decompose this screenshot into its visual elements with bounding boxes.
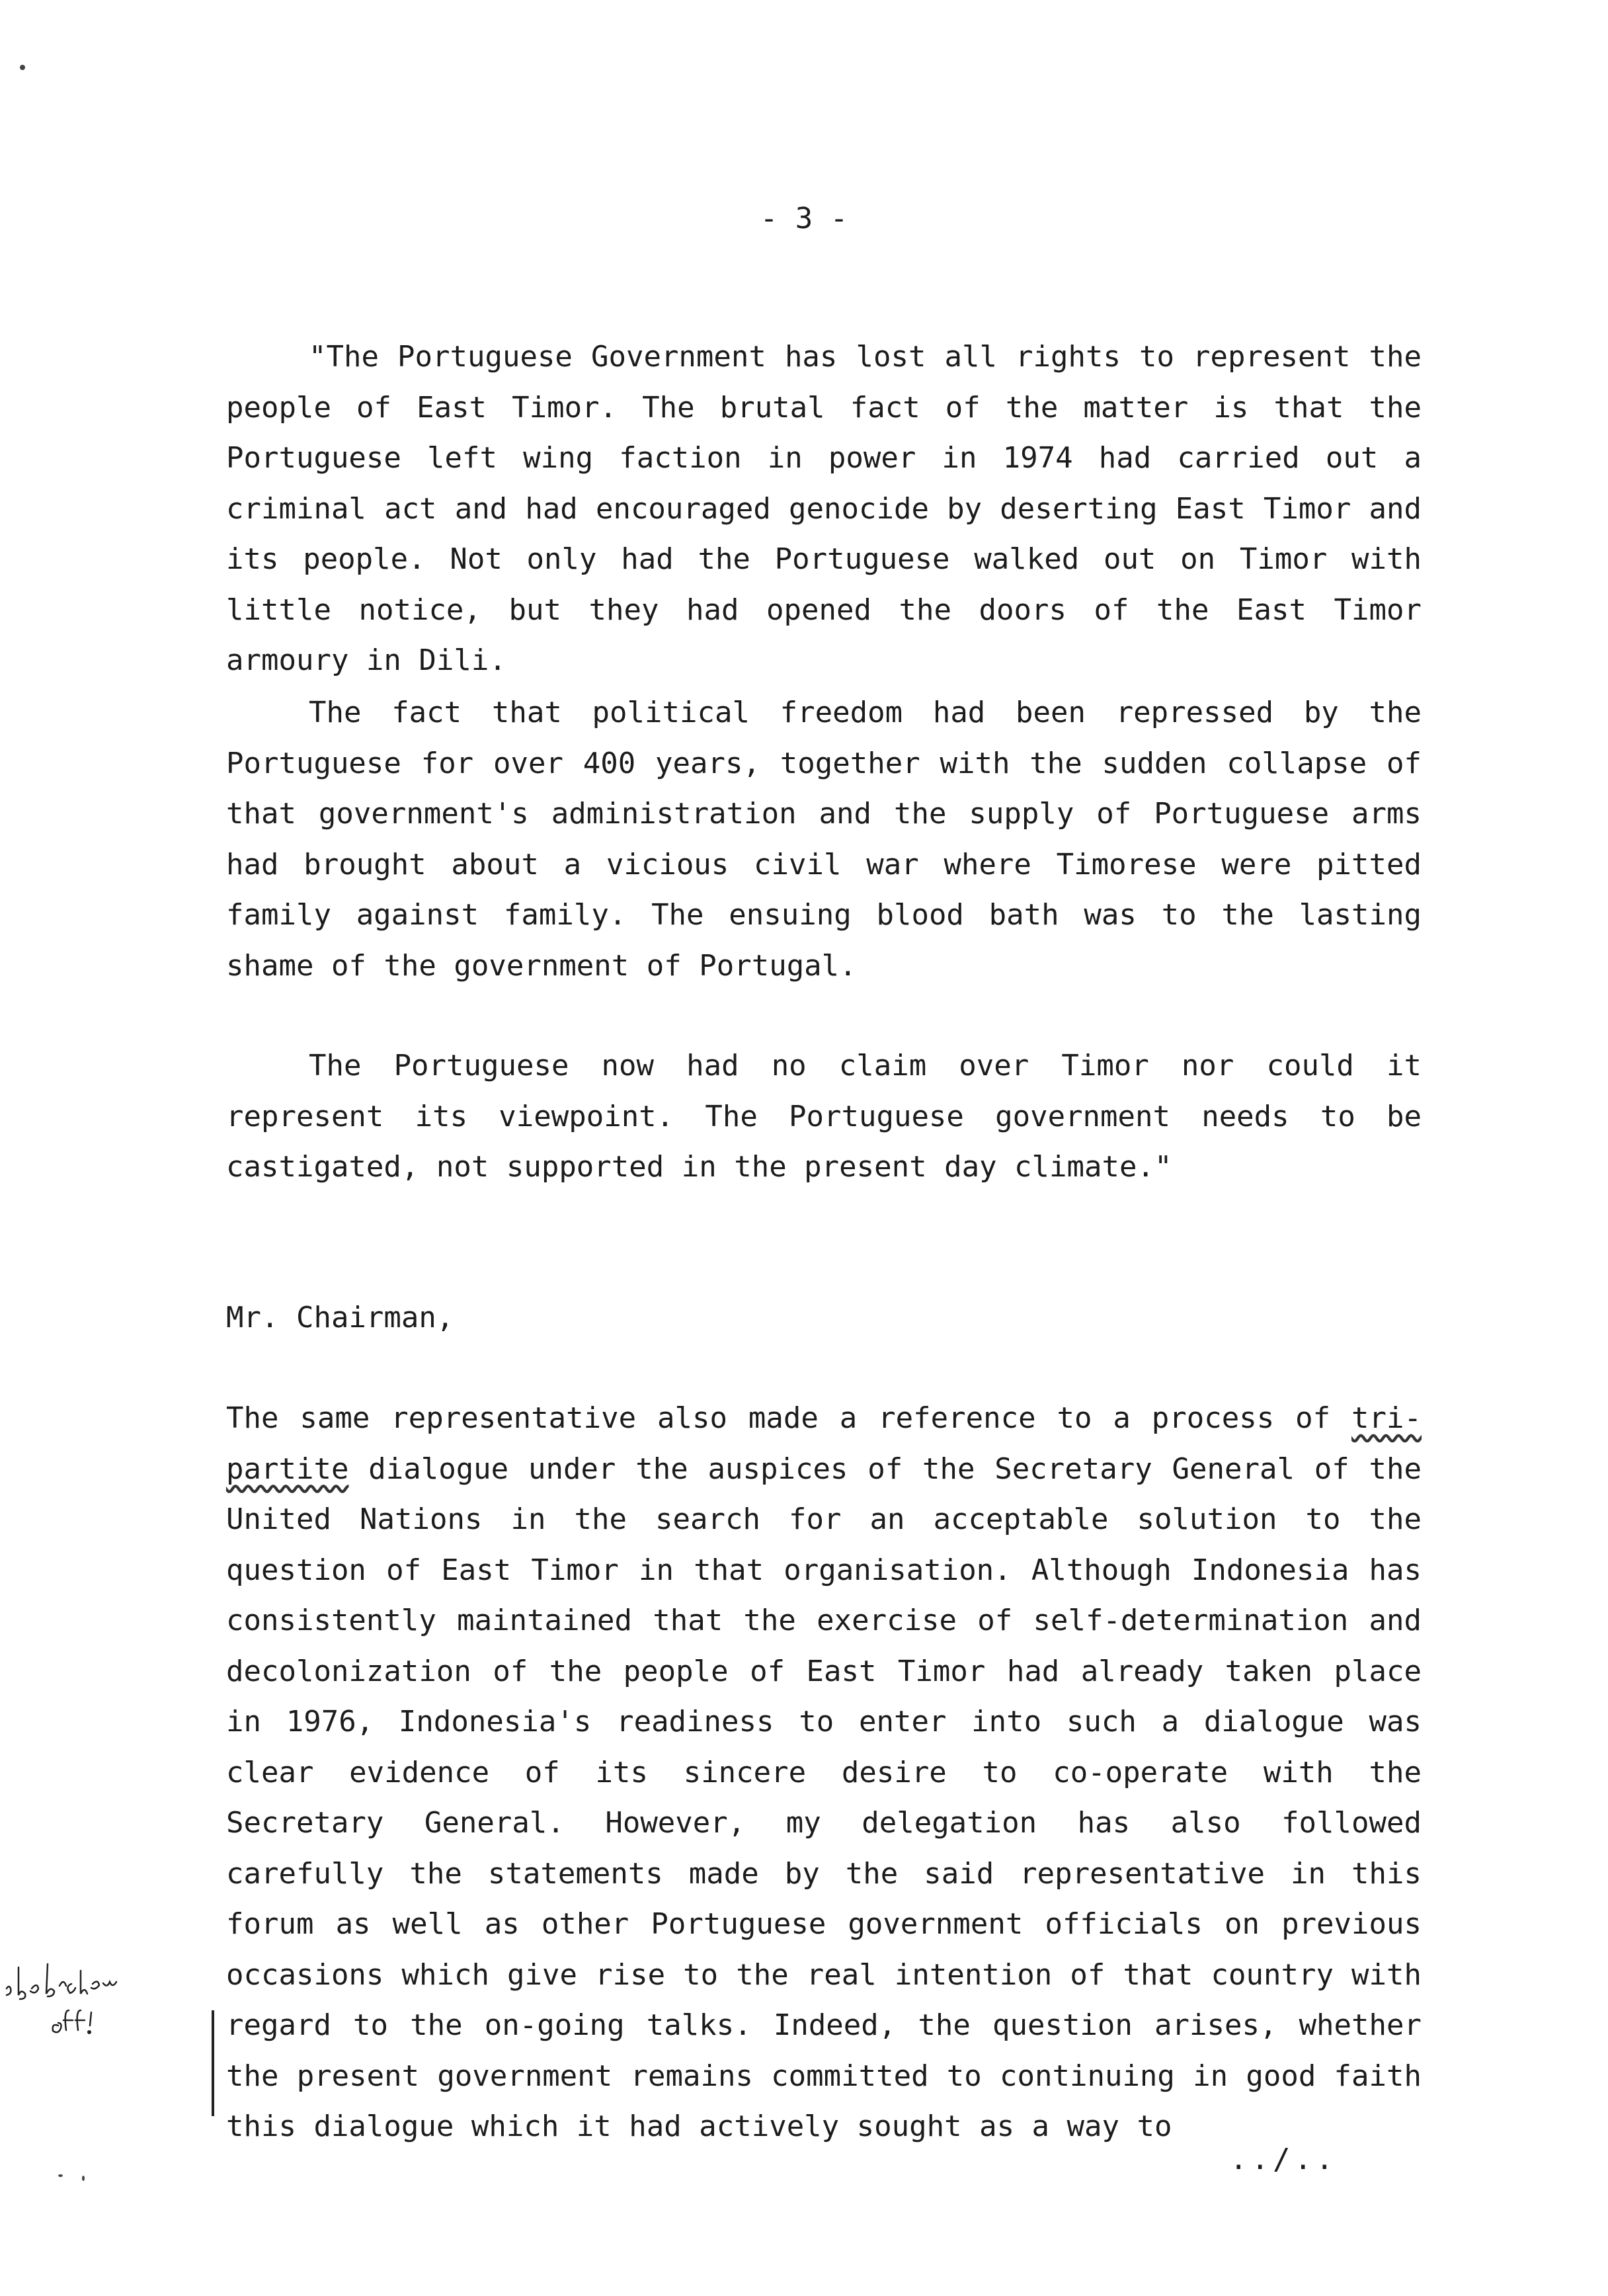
speck-bottom-left-2 (82, 2176, 85, 2181)
margin-bar (212, 2010, 214, 2116)
paragraph-1: "The Portuguese Government has lost all rights to represent the people of East Timor. The brutal fact of the matter is that the Portuguese left wing faction in power in 1974 had carried out a criminal act and had encouraged genocide by deserting East Timor and its people. Not only had the Portuguese walked out on Timor with little notice, but they had opened the doors of the East Timor armoury in Dili. (226, 340, 1422, 677)
speck-bottom-left-1 (58, 2174, 63, 2177)
speck-top-left (20, 65, 25, 70)
paragraph-4-rest: dialogue under the auspices of the Secretary General of the United Nations in the search for an acceptable solution to the question of East Timor in that organisation. Although Indonesia has consistently maintained that the exercise of self-determination and decolonization of the people of East Timor had already taken place in 1976, Indonesia's readiness to enter into such a dialogue was clear evidence of its sincere desire to co-operate with the Secretary General. However, my delegation has also followed carefully the statements made by the said representative in this forum as well as other Portuguese government officials on previous occasions which give rise to the real intention of that country with regard to the on-going talks. Indeed, the question arises, whether the present government remains committed to continuing in good faith this dialogue which it had actively sought as a way to (226, 1452, 1422, 2143)
paragraph-3: The Portuguese now had no claim over Timor nor could it represent its viewpoint. The Portuguese government needs to be castigated, not supported in the present day climate." (226, 1049, 1422, 1184)
paragraph-4-lead: The same representative also made a reference to a process of (226, 1401, 1331, 1435)
salutation: Mr. Chairman, (226, 1301, 454, 1334)
page-number: - 3 - (760, 202, 848, 235)
handwritten-margin-note (0, 1948, 172, 2053)
paragraph-2: The fact that political freedom had been repressed by the Portuguese for over 400 years, together with the sudden collapse of that government's administration and the supply of Portuguese arms had brought about a vicious civil war where Timorese were pitted family against family. The ensuing blood bath was to the lasting shame of the government of Portugal. (226, 696, 1422, 983)
underlined-word-tripartite: tri-partite (226, 1401, 1422, 1486)
continuation-marker: ../.. (1230, 2143, 1338, 2176)
paragraph-4 (226, 1393, 1422, 2152)
